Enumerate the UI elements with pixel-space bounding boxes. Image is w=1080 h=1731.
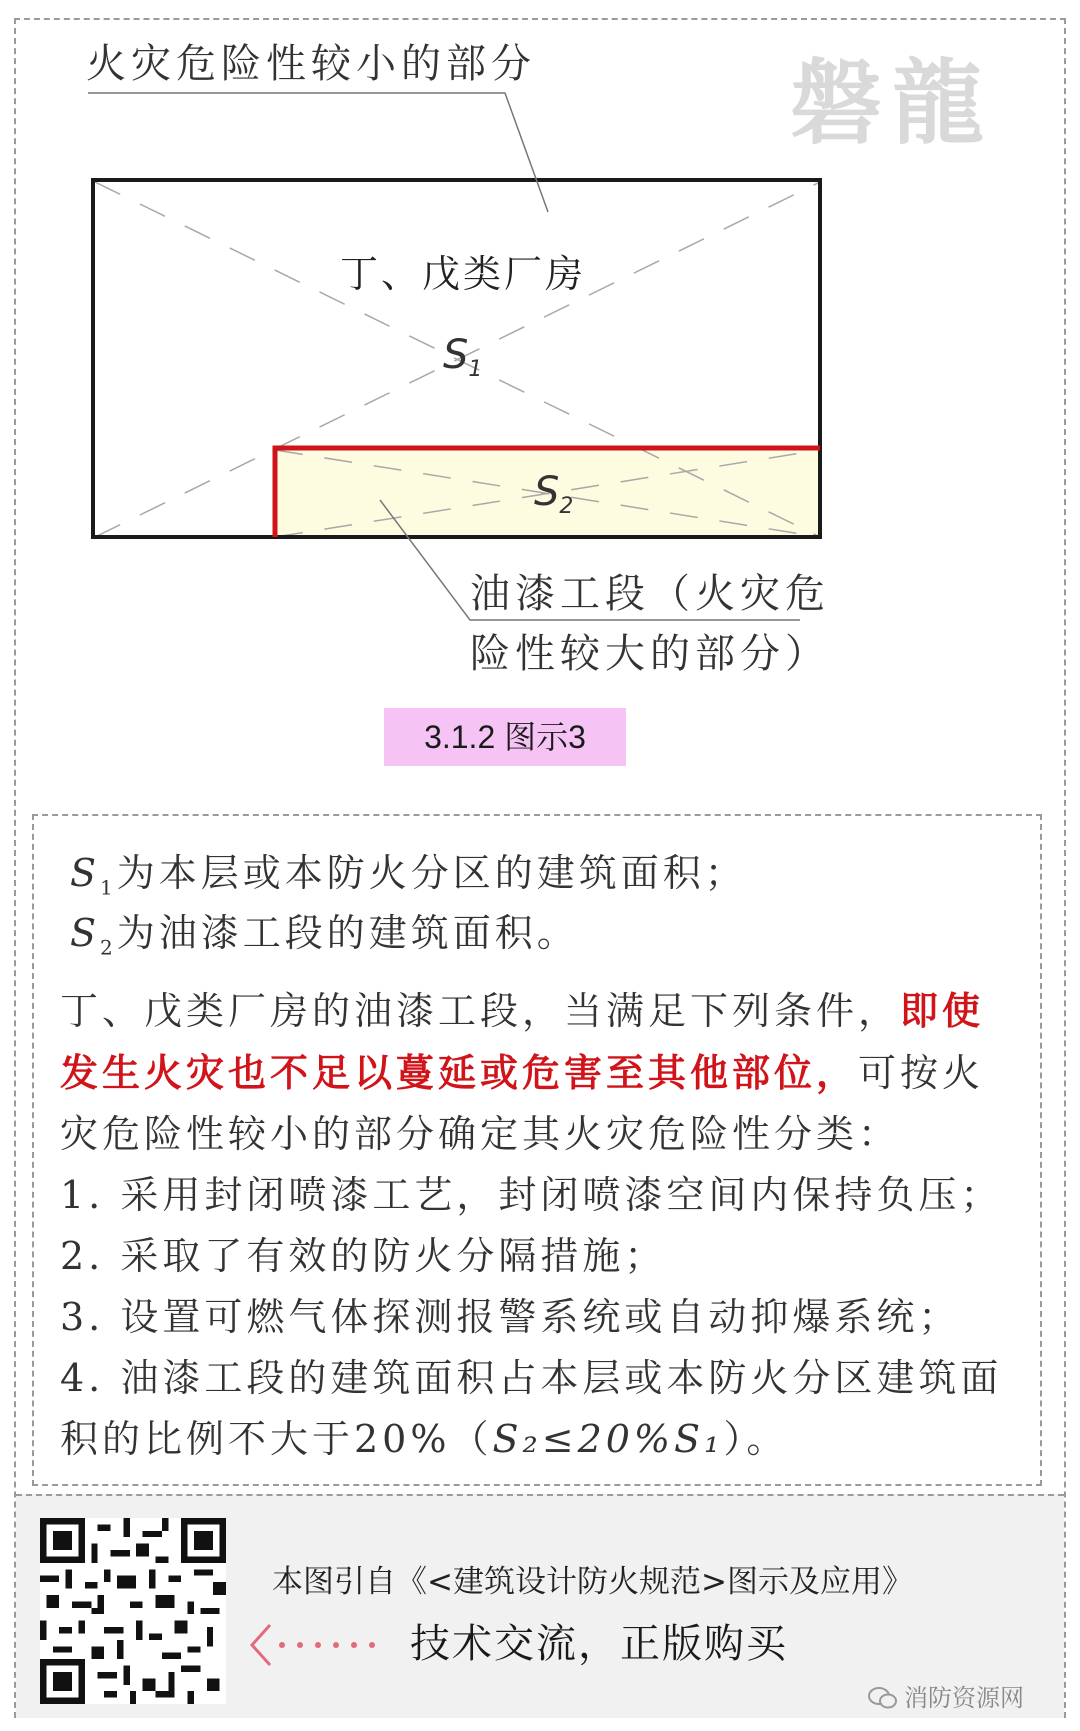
intro-prefix: 丁、戊类厂房的油漆工段，当满足下列条件，: [60, 989, 901, 1033]
qr-code[interactable]: [40, 1518, 226, 1704]
condition-2: 2. 采取了有效的防火分隔措施；: [60, 1234, 667, 1278]
arrow-left-icon: [248, 1620, 408, 1670]
source-citation: 本图引自《<建筑设计防火规范>图示及应用》: [272, 1564, 913, 1600]
definition-s2: $S_2$为油漆工段的建筑面积。: [70, 911, 579, 960]
callout-low-hazard: 火灾危险性较小的部分: [86, 41, 536, 87]
condition-1: 1. 采用封闭喷漆工艺，封闭喷漆空间内保持负压；: [60, 1173, 1003, 1217]
s1-label: $S_1$: [443, 332, 483, 382]
building-label: 丁、戊类厂房: [340, 252, 587, 296]
conditions-text: [60, 980, 1020, 1470]
condition-4: 4. 油漆工段的建筑面积占本层或本防火分区建筑面: [60, 1356, 1003, 1400]
definition-s1: $S_1$为本层或本防火分区的建筑面积；: [70, 851, 747, 900]
intro-suffix: 可按火灾危险性较小的部分确定其火灾危险性分类：: [60, 1051, 985, 1156]
s2-label: $S_2$: [534, 469, 574, 519]
wechat-account: 消防资源网: [868, 1678, 1024, 1713]
watermark-logo: 磐龍: [790, 50, 995, 157]
leader-line-top: [88, 93, 548, 212]
condition-3: 3. 设置可燃气体探测报警系统或自动抑爆系统；: [60, 1295, 961, 1339]
condition-4-continued: 积的比例不大于20%（S₂≤20%S₁）。: [60, 1417, 789, 1461]
wechat-icon: [868, 1686, 898, 1710]
callout-painting-line2: 险性较大的部分）: [470, 631, 830, 677]
promo-text: 技术交流，正版购买: [410, 1621, 788, 1667]
area-formula: S₂≤20%S₁: [492, 1417, 724, 1461]
callout-painting-line1: 油漆工段（火灾危: [470, 571, 830, 617]
figure-caption: 3.1.2 图示3: [384, 708, 626, 766]
intro-highlight: 即使发生火灾也不足以蔓延或危害至其他部位，: [60, 988, 985, 1095]
